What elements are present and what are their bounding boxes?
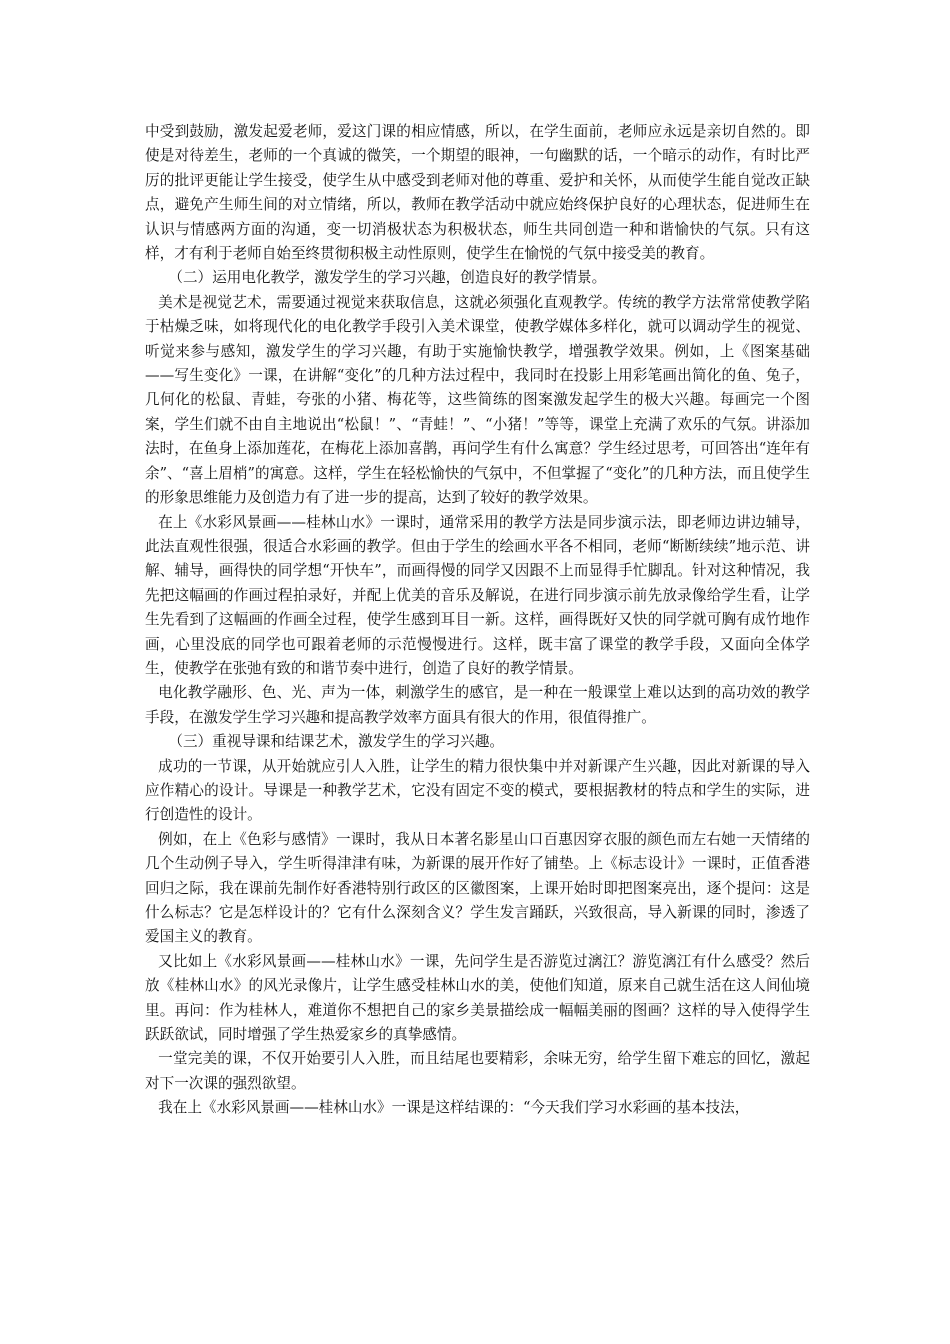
section-heading-2: （二）运用电化教学，激发学生的学习兴趣，创造良好的教学情景。 <box>168 269 607 287</box>
paragraph-example-guilin: 又比如上《水彩风景画——桂林山水》一课，先问学生是否游览过漓江？游览漓江有什么感受？然后放《桂林山水》的风光录像片，让学生感受桂林山水的美，使他们知道，原来自己就生活在这人间仙境里。再问：作为桂林人，难道你不想把自己的家乡美景描绘成一幅幅美丽的图画？这样的导入使得学生跃跃欲试，同时增强了学生热爱家乡的真挚感情。 <box>145 952 810 1044</box>
paragraph-visual-art: 美术是视觉艺术，需要通过视觉来获取信息，这就必须强化直观教学。传统的教学方法常常使教学陷于枯燥乏味，如将现代化的电化教学手段引入美术课堂，使教学媒体多样化，就可以调动学生的视觉、听觉来参与感知，激发学生的学习兴趣，有助于实施愉快教学，增强教学效果。例如，上《图案基础——写生变化》一课，在讲解“变化”的几种方法过程中，我同时在投影上用彩笔画出简化的鱼、兔子，几何化的松鼠、青蛙，夸张的小猪、梅花等，这些简练的图案激发起学生的极大兴趣。每画完一个图案，学生们就不由自主地说出“松鼠！”、“青蛙！”、“小猪！”等等，课堂上充满了欢乐的气氛。讲添加法时，在鱼身上添加莲花，在梅花上添加喜鹊，再问学生有什么寓意？学生经过思考，可回答出“连年有余”、“喜上眉梢”的寓意。这样，学生在轻松愉快的气氛中，不但掌握了“变化”的几种方法，而且使学生的形象思维能力及创造力有了进一步的提高，达到了较好的教学效果。 <box>145 293 810 507</box>
section-heading-3: （三）重视导课和结课艺术，激发学生的学习兴趣。 <box>168 733 505 751</box>
paragraph-closing-example: 我在上《水彩风景画——桂林山水》一课是这样结课的：“今天我们学习水彩画的基本技法， <box>158 1099 750 1117</box>
paragraph-continuation: 中受到鼓励，激发起爱老师，爱这门课的相应情感，所以，在学生面前，老师应永远是亲切自然的。即使是对待差生，老师的一个真诚的微笑，一个期望的眼神，一句幽默的话，一个暗示的动作，有时比严厉的批评更能让学生接受，使学生从中感受到老师对他的尊重、爱护和关怀，从而使学生能自觉改正缺点，避免产生师生间的对立情绪，所以，教师在教学活动中就应始终保护良好的心理状态，促进师生在认识与情感两方面的沟通，变一切消极状态为积极状态，师生共同创造一种和谐愉快的气氛。只有这样，才有利于老师自始至终贯彻积极主动性原则，使学生在愉悦的气氛中接受美的教育。 <box>145 123 810 263</box>
document-body <box>145 120 810 1121</box>
paragraph-av-teaching: 电化教学融形、色、光、声为一体，刺激学生的感官，是一种在一般课堂上难以达到的高功效的教学手段，在激发学生学习兴趣和提高教学效率方面具有很大的作用，很值得推广。 <box>145 684 810 726</box>
paragraph-lesson-intro: 成功的一节课，从开始就应引人入胜，让学生的精力很快集中并对新课产生兴趣，因此对新课的导入应作精心的设计。导课是一种教学艺术，它没有固定不变的模式，要根据教材的特点和学生的实际，进行创造性的设计。 <box>145 757 810 824</box>
paragraph-lesson-ending: 一堂完美的课，不仅开始要引人入胜，而且结尾也要精彩，余味无穷，给学生留下难忘的回忆，激起对下一次课的强烈欲望。 <box>145 1050 810 1092</box>
paragraph-watercolor-demo: 在上《水彩风景画——桂林山水》一课时，通常采用的教学方法是同步演示法，即老师边讲边辅导，此法直观性很强，很适合水彩画的教学。但由于学生的绘画水平各不相同，老师“断断续续”地示范、讲解、辅导，画得快的同学想“开快车”，而画得慢的同学又因跟不上而显得手忙脚乱。针对这种情况，我先把这幅画的作画过程拍录好，并配上优美的音乐及解说，在进行同步演示前先放录像给学生看，让学生先看到了这幅画的作画全过程，使学生感到耳目一新。这样，画得既好又快的同学就可胸有成竹地作画，心里没底的同学也可跟着老师的示范慢慢进行。这样，既丰富了课堂的教学手段，又面向全体学生，使教学在张弛有致的和谐节奏中进行，创造了良好的教学情景。 <box>145 513 810 677</box>
paragraph-example-color: 例如，在上《色彩与感情》一课时，我从日本著名影星山口百惠因穿衣服的颜色而左右她一天情绪的几个生动例子导入，学生听得津津有味，为新课的展开作好了铺垫。上《标志设计》一课时，正值香港回归之际，我在课前先制作好香港特别行政区的区徽图案，上课开始时即把图案亮出，逐个提问：这是什么标志？它是怎样设计的？它有什么深刻含义？学生发言踊跃，兴致很高，导入新课的同时，渗透了爱国主义的教育。 <box>145 830 810 946</box>
